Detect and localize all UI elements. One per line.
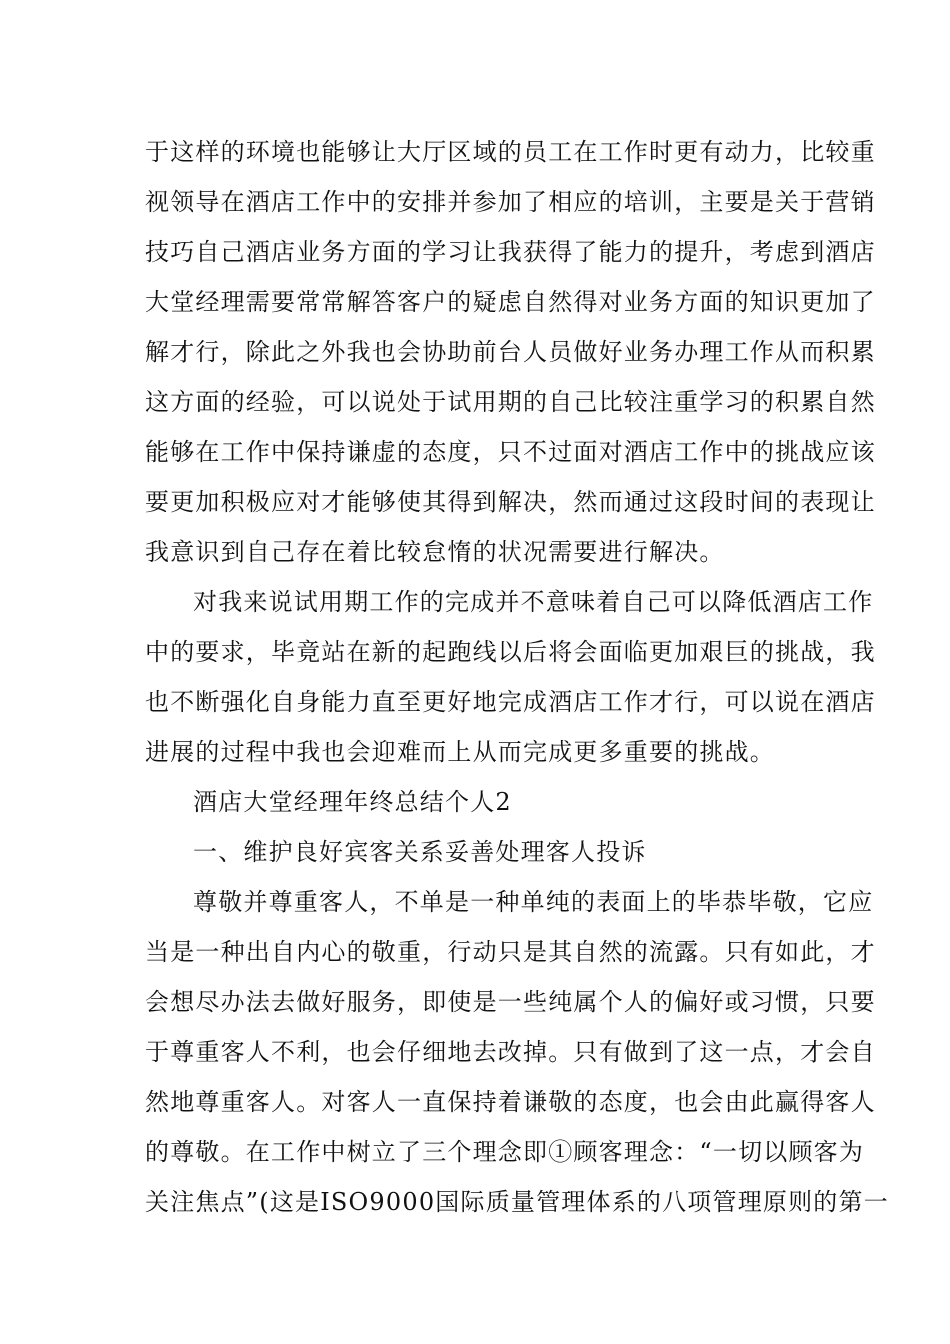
text-line: 尊敬并尊重客人，不单是一种单纯的表面上的毕恭毕敬，它应 bbox=[193, 888, 874, 916]
text-line: 当是一种出自内心的敬重，行动只是其自然的流露。只有如此，才 bbox=[145, 938, 876, 966]
subsection-heading: 一、维护良好宾客关系妥善处理客人投诉 bbox=[193, 838, 647, 866]
text-line: 解才行，除此之外我也会协助前台人员做好业务办理工作从而积累 bbox=[145, 338, 876, 366]
text-line: 中的要求，毕竟站在新的起跑线以后将会面临更加艰巨的挑战，我 bbox=[145, 638, 876, 666]
section-heading: 酒店大堂经理年终总结个人2 bbox=[193, 788, 512, 816]
text-line: 然地尊重客人。对客人一直保持着谦敬的态度，也会由此赢得客人 bbox=[145, 1088, 876, 1116]
text-line: 也不断强化自身能力直至更好地完成酒店工作才行，可以说在酒店 bbox=[145, 688, 876, 716]
text-line: 于这样的环境也能够让大厅区域的员工在工作时更有动力，比较重 bbox=[145, 138, 876, 166]
text-line: 视领导在酒店工作中的安排并参加了相应的培训，主要是关于营销 bbox=[145, 188, 876, 216]
text-line: 进展的过程中我也会迎难而上从而完成更多重要的挑战。 bbox=[145, 738, 775, 766]
text-line: 大堂经理需要常常解答客户的疑虑自然得对业务方面的知识更加了 bbox=[145, 288, 876, 316]
text-line: 会想尽办法去做好服务，即使是一些纯属个人的偏好或习惯，只要 bbox=[145, 988, 876, 1016]
text-line: 技巧自己酒店业务方面的学习让我获得了能力的提升，考虑到酒店 bbox=[145, 238, 876, 266]
text-line: 的尊敬。在工作中树立了三个理念即①顾客理念：“一切以顾客为 bbox=[145, 1138, 865, 1166]
text-line: 要更加积极应对才能够使其得到解决，然而通过这段时间的表现让 bbox=[145, 488, 876, 516]
text-line: 我意识到自己存在着比较怠惰的状况需要进行解决。 bbox=[145, 538, 725, 566]
text-line: 于尊重客人不利，也会仔细地去改掉。只有做到了这一点，才会自 bbox=[145, 1038, 876, 1066]
text-line: 这方面的经验，可以说处于试用期的自己比较注重学习的积累自然 bbox=[145, 388, 876, 416]
text-line: 对我来说试用期工作的完成并不意味着自己可以降低酒店工作 bbox=[193, 588, 874, 616]
text-line: 关注焦点”(这是ISO9000国际质量管理体系的八项管理原则的第一 bbox=[145, 1188, 889, 1216]
text-line: 能够在工作中保持谦虚的态度，只不过面对酒店工作中的挑战应该 bbox=[145, 438, 876, 466]
